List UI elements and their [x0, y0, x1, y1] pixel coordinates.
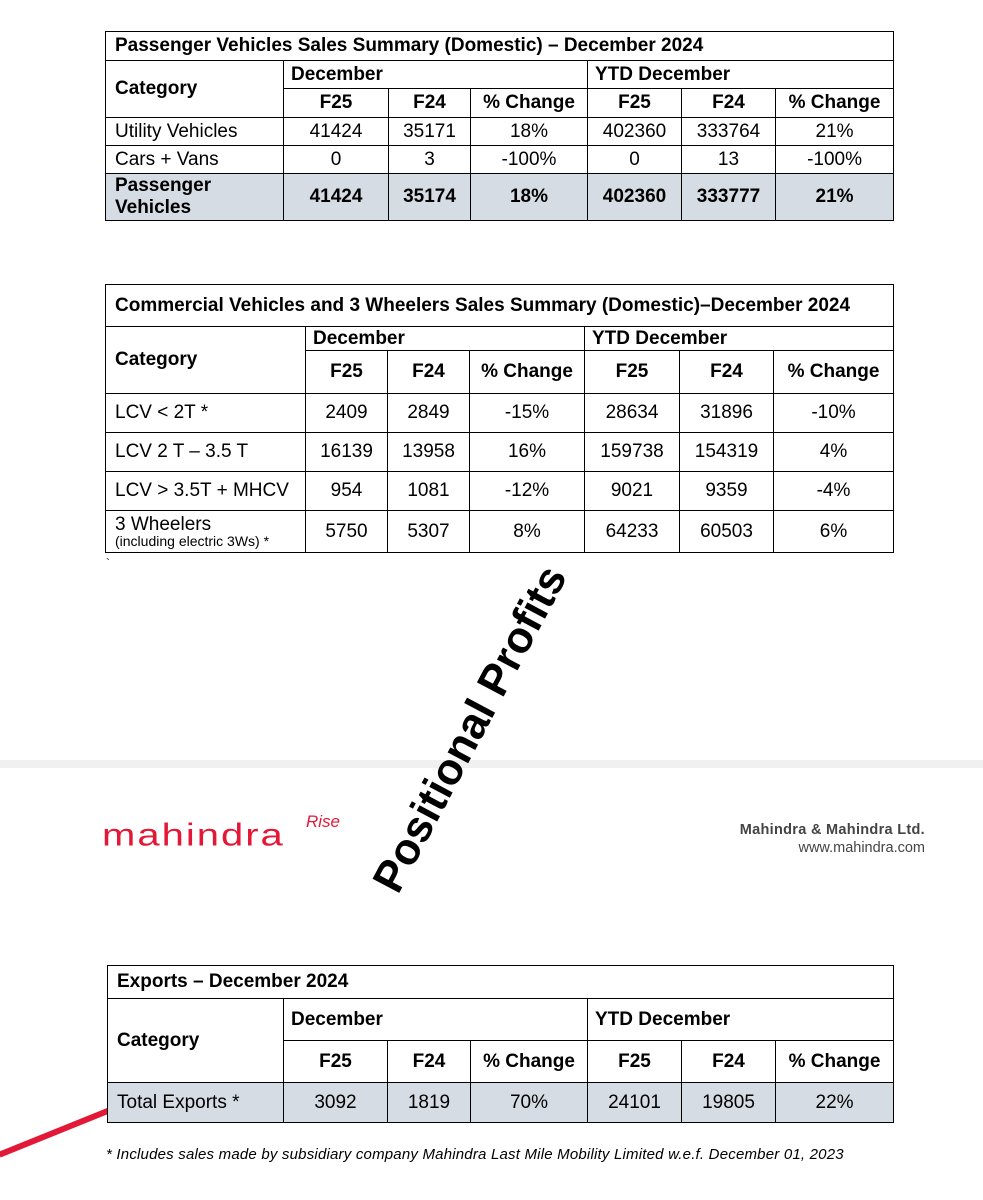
column-header: % Change	[774, 351, 894, 394]
table-cell: 5750	[306, 511, 388, 553]
column-header: F24	[389, 89, 471, 118]
row-label: Total Exports *	[108, 1083, 284, 1123]
column-header: F25	[306, 351, 388, 394]
column-header: % Change	[470, 351, 585, 394]
company-name: Mahindra & Mahindra Ltd.	[739, 822, 925, 838]
table-cell: 154319	[680, 433, 774, 472]
month-group-header: December	[306, 327, 585, 351]
rise-tagline: Rise	[306, 812, 341, 831]
row-label-main: 3 Wheelers	[115, 514, 212, 535]
table-cell: 19805	[682, 1083, 776, 1123]
row-label: LCV 2 T – 3.5 T	[106, 433, 306, 472]
column-header: F24	[680, 351, 774, 394]
table-row	[106, 394, 894, 433]
row-label: Utility Vehicles	[106, 118, 284, 146]
page-break-band	[0, 760, 983, 768]
table-cell: -4%	[774, 472, 894, 511]
table-cell: 8%	[470, 511, 585, 553]
table-title: Commercial Vehicles and 3 Wheelers Sales Summary (Domestic)–December 2024	[106, 285, 894, 327]
table-title: Passenger Vehicles Sales Summary (Domestic) – December 2024	[106, 32, 894, 61]
row-label: Cars + Vans	[106, 146, 284, 174]
table-cell: 35171	[389, 118, 471, 146]
ytd-group-header: YTD December	[588, 61, 894, 89]
table-row	[106, 472, 894, 511]
company-website: www.mahindra.com	[798, 840, 925, 856]
mahindra-logo: mahindra	[102, 818, 285, 853]
commercial-vehicles-table	[105, 284, 894, 553]
table-cell: 31896	[680, 394, 774, 433]
total-row	[108, 1083, 894, 1123]
month-group-header: December	[284, 999, 588, 1041]
table-cell: 9021	[585, 472, 680, 511]
total-label-line: Vehicles	[115, 197, 192, 218]
table-cell: 0	[284, 146, 389, 174]
table-cell: 16139	[306, 433, 388, 472]
column-header: F25	[588, 1041, 682, 1083]
table-cell: 402360	[588, 174, 682, 221]
column-header: % Change	[776, 1041, 894, 1083]
table-cell: 13958	[388, 433, 470, 472]
table-cell: 64233	[585, 511, 680, 553]
table-cell: 21%	[776, 174, 894, 221]
column-header: F25	[284, 89, 389, 118]
table-title: Exports – December 2024	[108, 966, 894, 999]
table-row	[106, 433, 894, 472]
row-label: LCV > 3.5T + MHCV	[106, 472, 306, 511]
table-row	[106, 146, 894, 174]
ytd-group-header: YTD December	[585, 327, 894, 351]
category-header: Category	[108, 999, 284, 1083]
table-cell: 22%	[776, 1083, 894, 1123]
passenger-vehicles-table	[105, 31, 894, 221]
column-header: % Change	[471, 89, 588, 118]
watermark: Positional Profits	[363, 557, 577, 901]
table-cell: 18%	[471, 118, 588, 146]
category-header: Category	[106, 61, 284, 118]
column-header: F24	[388, 351, 470, 394]
column-header: F24	[682, 89, 776, 118]
table-cell: 1819	[388, 1083, 471, 1123]
company-info	[740, 822, 925, 856]
month-group-header: December	[284, 61, 588, 89]
table-cell: 2409	[306, 394, 388, 433]
table-cell: -100%	[471, 146, 588, 174]
stray-mark: `	[106, 556, 110, 570]
table-cell: 4%	[774, 433, 894, 472]
row-label	[106, 511, 306, 553]
table-cell: 1081	[388, 472, 470, 511]
table-row	[106, 511, 894, 553]
row-label: LCV < 2T *	[106, 394, 306, 433]
table-cell: 60503	[680, 511, 774, 553]
table-cell: 41424	[284, 174, 389, 221]
table-cell: 3	[389, 146, 471, 174]
ytd-group-header: YTD December	[588, 999, 894, 1041]
table-cell: 28634	[585, 394, 680, 433]
total-label	[106, 174, 284, 221]
table-cell: 0	[588, 146, 682, 174]
table-cell: 6%	[774, 511, 894, 553]
row-label-note: (including electric 3Ws) *	[115, 533, 270, 549]
table-cell: 16%	[470, 433, 585, 472]
category-header: Category	[106, 327, 306, 394]
table-cell: 5307	[388, 511, 470, 553]
table-cell: -100%	[776, 146, 894, 174]
table-cell: 18%	[471, 174, 588, 221]
column-header: % Change	[776, 89, 894, 118]
table-cell: 70%	[471, 1083, 588, 1123]
table-cell: 35174	[389, 174, 471, 221]
total-label-line: Passenger	[115, 175, 212, 196]
footnote: * Includes sales made by subsidiary company Mahindra Last Mile Mobility Limited w.e.f. December 01, 2023	[106, 1146, 844, 1163]
column-header: F25	[284, 1041, 388, 1083]
table-cell: -15%	[470, 394, 585, 433]
table-cell: 21%	[776, 118, 894, 146]
column-header: F25	[585, 351, 680, 394]
table-cell: 9359	[680, 472, 774, 511]
table-cell: 333777	[682, 174, 776, 221]
column-header: F24	[682, 1041, 776, 1083]
table-cell: 3092	[284, 1083, 388, 1123]
table-cell: 333764	[682, 118, 776, 146]
table-cell: 13	[682, 146, 776, 174]
column-header: F24	[388, 1041, 471, 1083]
column-header: F25	[588, 89, 682, 118]
table-cell: 402360	[588, 118, 682, 146]
table-row	[106, 118, 894, 146]
column-header: % Change	[471, 1041, 588, 1083]
table-cell: 954	[306, 472, 388, 511]
exports-table	[107, 965, 894, 1123]
table-cell: 41424	[284, 118, 389, 146]
table-cell: -12%	[470, 472, 585, 511]
total-row	[106, 174, 894, 221]
red-swoosh-decoration	[0, 1103, 121, 1157]
table-cell: 2849	[388, 394, 470, 433]
table-cell: 24101	[588, 1083, 682, 1123]
table-cell: -10%	[774, 394, 894, 433]
table-cell: 159738	[585, 433, 680, 472]
